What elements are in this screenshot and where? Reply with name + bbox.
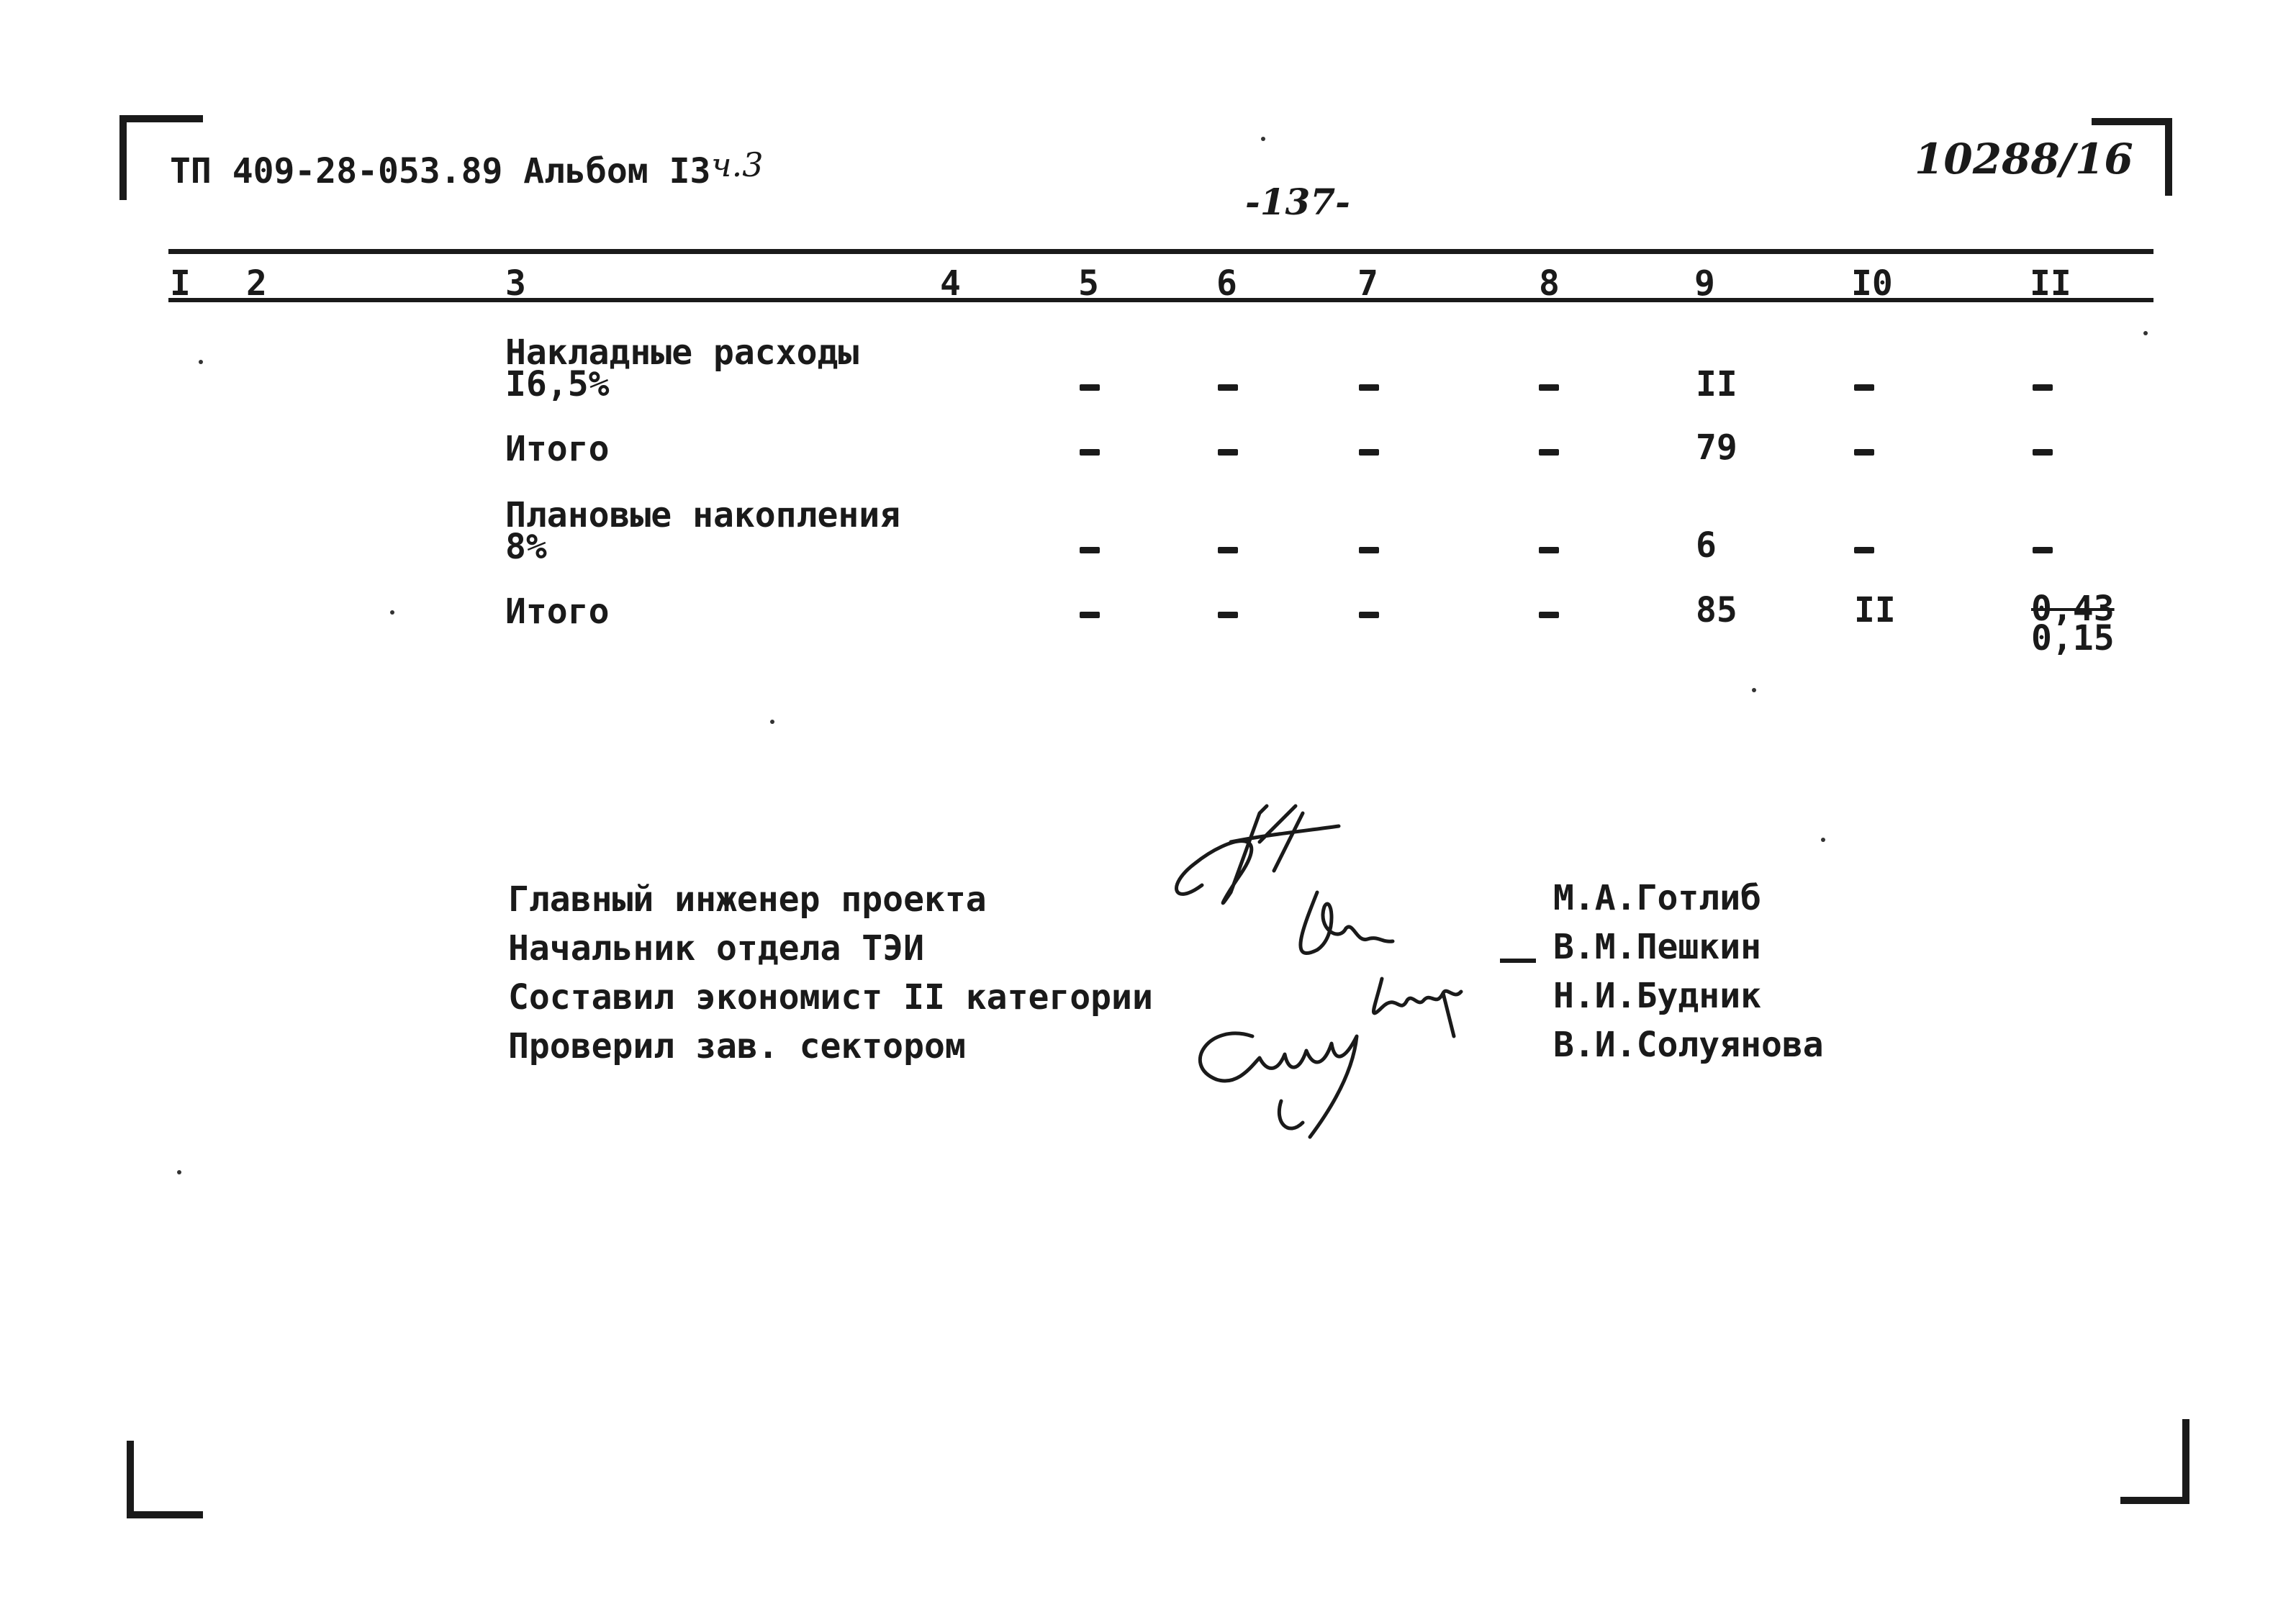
cell-dash — [1539, 612, 1559, 618]
column-header: 7 — [1357, 263, 1378, 304]
cell-dash — [1854, 384, 1874, 391]
cell-dash — [1854, 449, 1874, 456]
doc-code: ТП 409-28-053.89 Альбом I3 — [170, 151, 711, 191]
column-header: 5 — [1078, 263, 1099, 304]
cell-dash — [1080, 449, 1100, 456]
fraction-denominator: 0,15 — [2031, 617, 2115, 658]
scan-speck — [2143, 331, 2148, 335]
scan-speck — [390, 610, 394, 615]
signatory-role: Проверил зав. сектором — [508, 1026, 966, 1066]
page-number: -137- — [1245, 181, 1350, 223]
cell-fraction — [2031, 589, 2115, 658]
signatory-name: Н.И.Будник — [1553, 976, 1761, 1016]
cell-dash — [1359, 547, 1379, 553]
signatory-role: Главный инженер проекта — [508, 879, 987, 920]
column-header: 2 — [246, 263, 267, 304]
cell-dash — [1218, 547, 1238, 553]
row-label: Итого — [505, 592, 610, 632]
scan-speck — [177, 1170, 181, 1174]
column-header: I — [170, 263, 191, 304]
scan-speck — [770, 720, 774, 724]
corner-top-left-horizontal — [119, 115, 203, 122]
cell-dash — [1218, 612, 1238, 618]
column-header: 4 — [940, 263, 961, 304]
inventory-number: 10288/16 — [1915, 135, 2133, 184]
cell-value: 85 — [1696, 590, 1737, 630]
cell-dash — [2033, 384, 2053, 391]
cell-dash — [1854, 547, 1874, 553]
row-label: Итого — [505, 429, 610, 469]
signature-stroke — [1301, 892, 1393, 954]
column-header: 3 — [505, 263, 526, 304]
scan-speck — [1821, 838, 1825, 842]
scan-speck — [199, 360, 203, 364]
cell-dash — [1539, 547, 1559, 553]
cell-dash — [1359, 449, 1379, 456]
signatory-role: Начальник отдела ТЭИ — [508, 928, 924, 969]
corner-top-right-vertical — [2165, 118, 2172, 196]
corner-bottom-right-horizontal — [2120, 1497, 2189, 1504]
row-label: Плановые накопления — [505, 495, 901, 535]
signatory-role: Составил экономист II категории — [508, 977, 1153, 1018]
fraction-numerator: 0,43 — [2031, 589, 2115, 629]
signature-stroke — [1373, 979, 1461, 1036]
cell-dash — [1539, 384, 1559, 391]
cell-value: 6 — [1696, 525, 1717, 566]
scan-speck — [1261, 137, 1265, 141]
cell-dash — [1080, 384, 1100, 391]
column-header: I0 — [1851, 263, 1893, 304]
column-header: 9 — [1694, 263, 1715, 304]
cell-value: 79 — [1696, 427, 1737, 468]
handwritten-signatures — [1152, 763, 1511, 1166]
cell-dash — [1359, 384, 1379, 391]
doc-part: ч.3 — [711, 145, 764, 184]
cell-dash — [1539, 449, 1559, 456]
cell-dash — [1359, 612, 1379, 618]
cell-dash — [1218, 449, 1238, 456]
column-header: 6 — [1216, 263, 1237, 304]
cell-dash — [1080, 612, 1100, 618]
row-label: Накладные расходы — [505, 332, 859, 373]
scan-speck — [1752, 688, 1756, 692]
row-label-rate: 8% — [505, 527, 547, 567]
cell-value: II — [1696, 364, 1737, 404]
corner-bottom-right-vertical — [2182, 1419, 2189, 1504]
signature-stroke — [1177, 806, 1339, 903]
signatory-name: В.М.Пешкин — [1553, 927, 1761, 967]
signatory-name: В.И.Солуянова — [1553, 1025, 1824, 1065]
column-header: 8 — [1539, 263, 1560, 304]
table-top-rule — [168, 249, 2153, 254]
corner-bottom-left-vertical — [127, 1441, 134, 1518]
cell-dash — [1218, 384, 1238, 391]
cell-dash — [1080, 547, 1100, 553]
cell-dash — [2033, 449, 2053, 456]
column-header: II — [2030, 263, 2071, 304]
signature-stroke — [1200, 1033, 1357, 1137]
signatory-name: М.А.Готлиб — [1553, 878, 1761, 918]
corner-top-left-vertical — [119, 115, 127, 200]
corner-top-right-horizontal — [2092, 118, 2172, 125]
row-label-rate: I6,5% — [505, 364, 610, 404]
corner-bottom-left-horizontal — [127, 1511, 203, 1518]
cell-value: II — [1854, 590, 1896, 630]
cell-dash — [2033, 547, 2053, 553]
